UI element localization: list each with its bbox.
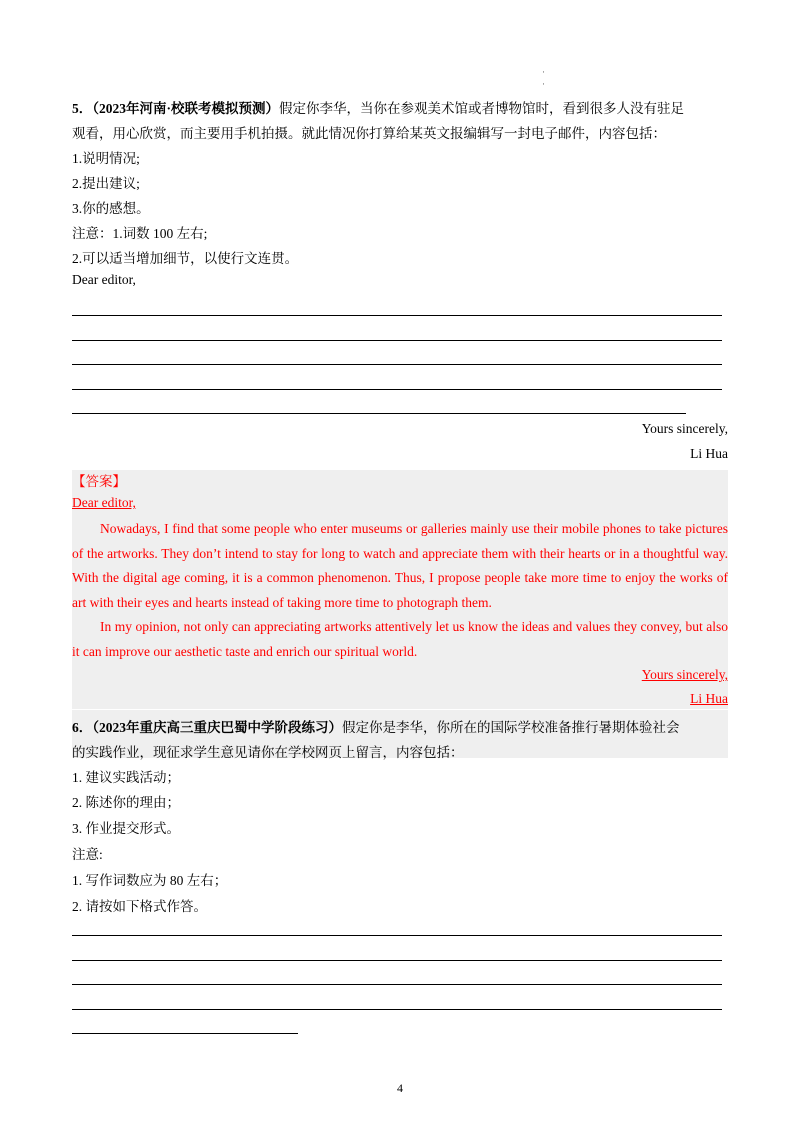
q6-number: 6． (72, 720, 93, 735)
q6-writing-line-5 (72, 1033, 298, 1034)
q5-writing-line-1 (72, 315, 722, 316)
answer-paragraph-1: Nowadays, I find that some people who enter museums or galleries mainly use their mobile phones to take pictures of the artworks. They don’t intend to stay for long to watch and appreciate them with their hearts or in a thoughtful way. With the digital age coming, it is a common phenomenon. Thus, I propose people take more time to enjoy the works of art with their eyes and hearts instead of taking more time to photograph them. (72, 521, 728, 610)
q6-item-2: 2. 陈述你的理由； (72, 795, 180, 810)
q6-note-1: 1. 写作词数应为 80 左右； (72, 873, 228, 888)
q5-item-3: 3.你的感想。 (72, 201, 150, 216)
q6-prompt-text: 假定你是李华，你所在的国际学校准备推行暑期体验社会 (342, 720, 680, 735)
q5-note-2: 2.可以适当增加细节，以使行文连贯。 (72, 251, 299, 266)
q5-writing-line-3 (72, 364, 722, 365)
q6-writing-line-4 (72, 1009, 722, 1010)
answer-closing: Yours sincerely, (641, 667, 728, 682)
q5-note-1: 注意：1.词数 100 左右; (72, 226, 208, 241)
page-number: 4 (397, 1081, 403, 1095)
q5-writing-line-4 (72, 389, 722, 390)
q5-item-1: 1.说明情况; (72, 151, 140, 166)
q6-writing-line-1 (72, 935, 722, 936)
q6-item-1: 1. 建议实践活动； (72, 770, 180, 785)
q5-salutation: Dear editor, (72, 272, 136, 287)
q5-prompt-line2: 观看，用心欣赏，而主要用手机拍摄。就此情况你打算给某英文报编辑写一封电子邮件，内容包括： (72, 126, 666, 141)
q5-prompt-text: 假定你李华，当你在参观美术馆或者博物馆时，看到很多人没有驻足 (279, 101, 685, 116)
q5-closing: Yours sincerely, (641, 421, 728, 436)
decorative-dots: · · (542, 67, 545, 89)
q6-writing-line-2 (72, 960, 722, 961)
q5-writing-line-5 (72, 413, 686, 414)
q5-writing-line-2 (72, 340, 722, 341)
q6-item-3: 3. 作业提交形式。 (72, 821, 180, 836)
q5-source: （2023年河南·校联考模拟预测） (92, 101, 280, 116)
answer-signature: Li Hua (690, 691, 728, 706)
q5-prompt-line1 (72, 97, 684, 117)
q5-number: 5． (72, 101, 93, 116)
q6-prompt-line2: 的实践作业，现征求学生意见请你在学校网页上留言，内容包括： (72, 745, 464, 760)
q6-note-2: 2. 请按如下格式作答。 (72, 899, 207, 914)
q6-prompt-line1 (72, 716, 680, 736)
q6-source: （2023年重庆高三重庆巴蜀中学阶段练习） (92, 720, 342, 735)
answer-salutation: Dear editor, (72, 495, 136, 510)
answer-label: 【答案】 (72, 474, 126, 489)
q6-note-title: 注意: (72, 847, 103, 862)
answer-paragraph-2: In my opinion, not only can appreciating artworks attentively let us know the ideas and values they convey, but also it can improve our aesthetic taste and enrich our spiritual world. (72, 619, 728, 659)
q5-signature: Li Hua (690, 446, 728, 461)
q5-item-2: 2.提出建议; (72, 176, 140, 191)
q6-writing-line-3 (72, 984, 722, 985)
